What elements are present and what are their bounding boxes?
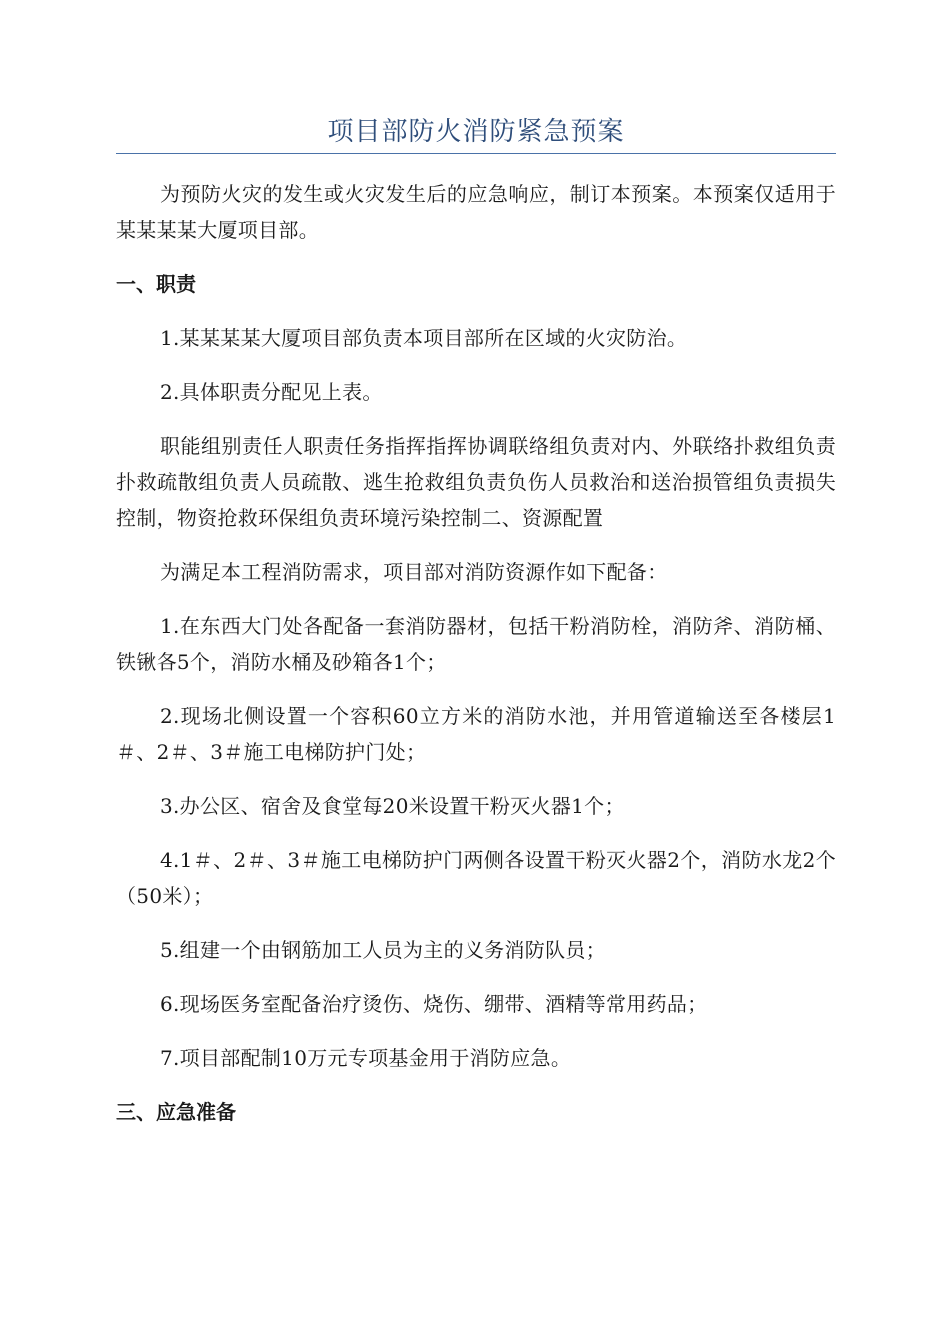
title-underline xyxy=(116,153,836,154)
list-item: 2.具体职责分配见上表。 xyxy=(160,380,383,404)
list-item: 1.在东西大门处各配备一套消防器材，包括干粉消防栓，消防斧、消防桶、铁锹各5个，消防水桶及砂箱各1个； xyxy=(116,614,836,674)
document-title: 项目部防火消防紧急预案 xyxy=(327,117,625,147)
list-item: 7.项目部配制10万元专项基金用于消防应急。 xyxy=(160,1046,572,1070)
resources-intro: 为满足本工程消防需求，项目部对消防资源作如下配备： xyxy=(160,560,668,584)
list-item: 2.现场北侧设置一个容积60立方米的消防水池，并用管道输送至各楼层1＃、2＃、3＃施工电梯防护门处； xyxy=(116,704,836,764)
document-body xyxy=(116,176,836,1148)
section-heading-responsibilities: 一、职责 xyxy=(116,272,196,296)
list-item: 1.某某某某大厦项目部负责本项目部所在区域的火灾防治。 xyxy=(160,326,688,350)
intro-paragraph: 为预防火灾的发生或火灾发生后的应急响应，制订本预案。本预案仅适用于某某某某大厦项目部。 xyxy=(116,182,836,242)
list-item: 6.现场医务室配备治疗烫伤、烧伤、绷带、酒精等常用药品； xyxy=(160,992,708,1016)
roles-paragraph: 职能组别责任人职责任务指挥指挥协调联络组负责对内、外联络扑救组负责扑救疏散组负责人员疏散、逃生抢救组负责负伤人员救治和送治损管组负责损失控制，物资抢救环保组负责环境污染控制二、资源配置 xyxy=(116,434,836,530)
section-heading-emergency-preparation: 三、应急准备 xyxy=(116,1100,236,1124)
list-item: 4.1＃、2＃、3＃施工电梯防护门两侧各设置干粉灭火器2个，消防水龙2个（50米）； xyxy=(116,848,836,908)
list-item: 5.组建一个由钢筋加工人员为主的义务消防队员； xyxy=(160,938,606,962)
list-item: 3.办公区、宿舍及食堂每20米设置干粉灭火器1个； xyxy=(160,794,625,818)
